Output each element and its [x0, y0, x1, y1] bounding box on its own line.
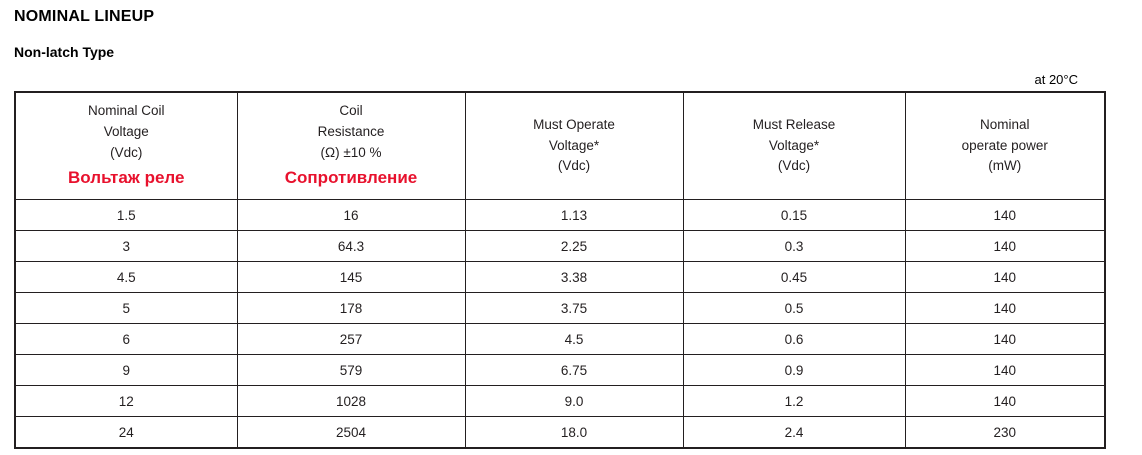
header-line: Voltage: [103, 124, 149, 140]
header-line: Coil: [339, 103, 363, 119]
cell-nominal-coil-voltage: 1.5: [15, 200, 237, 231]
cell-nominal-coil-voltage: 6: [15, 324, 237, 355]
cell-must-operate-voltage: 3.75: [465, 293, 683, 324]
table-row: [15, 417, 1105, 449]
cell-must-release-voltage: 0.45: [683, 262, 905, 293]
cell-must-release-voltage: 2.4: [683, 417, 905, 449]
datasheet-page: [0, 8, 1142, 455]
cell-must-operate-voltage: 4.5: [465, 324, 683, 355]
table-row: [15, 200, 1105, 231]
header-line: Voltage*: [548, 137, 600, 153]
cell-nominal-operate-power: 140: [905, 200, 1105, 231]
table-row: [15, 386, 1105, 417]
temperature-note: at 20°C: [1034, 72, 1078, 87]
table-row: [15, 324, 1105, 355]
column-header-coil-resistance: [237, 92, 465, 200]
cell-nominal-coil-voltage: 9: [15, 355, 237, 386]
cell-coil-resistance: 16: [237, 200, 465, 231]
cell-nominal-coil-voltage: 5: [15, 293, 237, 324]
header-line: Nominal: [979, 116, 1030, 132]
cell-nominal-coil-voltage: 3: [15, 231, 237, 262]
table-row: [15, 231, 1105, 262]
cell-coil-resistance: 145: [237, 262, 465, 293]
header-line: (Ω) ±10 %: [320, 145, 382, 161]
header-line: Must Release: [752, 116, 836, 132]
cell-coil-resistance: 2504: [237, 417, 465, 449]
header-line: Nominal Coil: [87, 103, 165, 119]
page-title: NOMINAL LINEUP: [14, 8, 155, 25]
header-annotation-ru: Сопротивление: [284, 168, 418, 188]
nominal-lineup-table: [14, 91, 1106, 449]
cell-coil-resistance: 64.3: [237, 231, 465, 262]
cell-must-release-voltage: 0.6: [683, 324, 905, 355]
cell-nominal-operate-power: 140: [905, 293, 1105, 324]
table-row: [15, 293, 1105, 324]
cell-nominal-operate-power: 230: [905, 417, 1105, 449]
table-row: [15, 355, 1105, 386]
cell-must-release-voltage: 0.5: [683, 293, 905, 324]
header-line: Voltage*: [768, 137, 820, 153]
column-header-nominal-operate-power: [905, 92, 1105, 200]
column-header-nominal-coil-voltage: [15, 92, 237, 200]
cell-must-operate-voltage: 2.25: [465, 231, 683, 262]
header-line: (mW): [988, 158, 1022, 174]
table-header: [15, 92, 1105, 200]
cell-must-operate-voltage: 9.0: [465, 386, 683, 417]
cell-must-release-voltage: 0.15: [683, 200, 905, 231]
cell-must-operate-voltage: 18.0: [465, 417, 683, 449]
header-line: Resistance: [317, 124, 385, 140]
cell-coil-resistance: 257: [237, 324, 465, 355]
cell-nominal-coil-voltage: 24: [15, 417, 237, 449]
cell-must-operate-voltage: 1.13: [465, 200, 683, 231]
header-line: (Vdc): [110, 145, 143, 161]
cell-nominal-operate-power: 140: [905, 355, 1105, 386]
cell-nominal-operate-power: 140: [905, 324, 1105, 355]
cell-coil-resistance: 1028: [237, 386, 465, 417]
header-line: (Vdc): [777, 158, 811, 174]
cell-must-operate-voltage: 6.75: [465, 355, 683, 386]
header-line: operate power: [961, 137, 1048, 153]
cell-nominal-operate-power: 140: [905, 386, 1105, 417]
header-line: (Vdc): [557, 158, 591, 174]
cell-nominal-coil-voltage: 12: [15, 386, 237, 417]
cell-must-operate-voltage: 3.38: [465, 262, 683, 293]
table-header-row: [15, 92, 1105, 200]
cell-nominal-operate-power: 140: [905, 262, 1105, 293]
cell-must-release-voltage: 0.9: [683, 355, 905, 386]
cell-coil-resistance: 178: [237, 293, 465, 324]
cell-coil-resistance: 579: [237, 355, 465, 386]
header-line: Must Operate: [533, 116, 615, 132]
cell-must-release-voltage: 0.3: [683, 231, 905, 262]
column-header-must-operate-voltage: [465, 92, 683, 200]
table-row: [15, 262, 1105, 293]
cell-nominal-operate-power: 140: [905, 231, 1105, 262]
page-subtitle: Non-latch Type: [14, 44, 115, 60]
column-header-must-release-voltage: [683, 92, 905, 200]
cell-must-release-voltage: 1.2: [683, 386, 905, 417]
cell-nominal-coil-voltage: 4.5: [15, 262, 237, 293]
header-annotation-ru: Вольтаж реле: [68, 168, 185, 188]
table-body: [15, 200, 1105, 449]
